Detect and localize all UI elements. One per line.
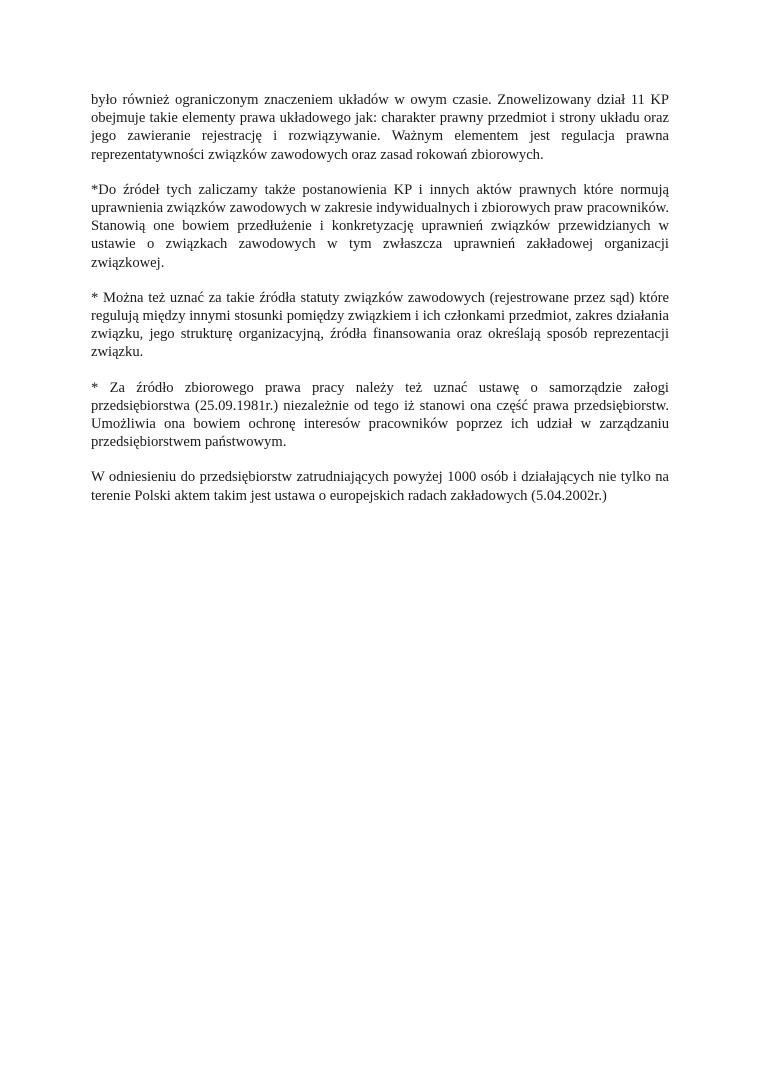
paragraph-labour-code-provisions: *Do źródeł tych zaliczamy także postanowienia KP i innych aktów prawnych które normują uprawnienia związków zawodowych w zakresie indywidualnych i zbiorowych praw pracowników. Stanowią one bowiem przedłużenie i konkretyzację uprawnień związków przewidzianych w ustawie o związkach zawodowych w tym zwłaszcza uprawnień zakładowej organizacji związkowej. [91,181,669,271]
paragraph-union-statutes: * Można też uznać za takie źródła statuty związków zawodowych (rejestrowane przez sąd) które regulują między innymi stosunki pomiędzy związkiem i ich członkami przedmiot, zakres działania związku, jego strukturę organizacyjną, źródła finansowania oraz określają sposób reprezentacji związku. [91,289,669,361]
document-body [91,91,669,522]
paragraph-collective-agreements: było również ograniczonym znaczeniem układów w owym czasie. Znowelizowany dział 11 KP obejmuje takie elementy prawa układowego jak: charakter prawny przedmiot i strony układu oraz jego zawieranie rejestrację i rozwiązywanie. Ważnym elementem jest regulacja prawna reprezentatywności związków zawodowych oraz zasad rokowań zbiorowych. [91,92,669,163]
paragraph-european-works-councils: W odniesieniu do przedsiębiorstw zatrudniających powyżej 1000 osób i działających nie tylko na terenie Polski aktem takim jest ustawa o europejskich radach zakładowych (5.04.2002r.) [91,469,669,504]
paragraph-workforce-self-government: * Za źródło zbiorowego prawa pracy należy też uznać ustawę o samorządzie załogi przedsiębiorstwa (25.09.1981r.) niezależnie od tego iż stanowi ona część prawa przedsiębiorstw. Umożliwia ona bowiem ochronę interesów pracowników poprzez ich udział w zarządzaniu przedsiębiorstwem państwowym. [91,379,669,451]
